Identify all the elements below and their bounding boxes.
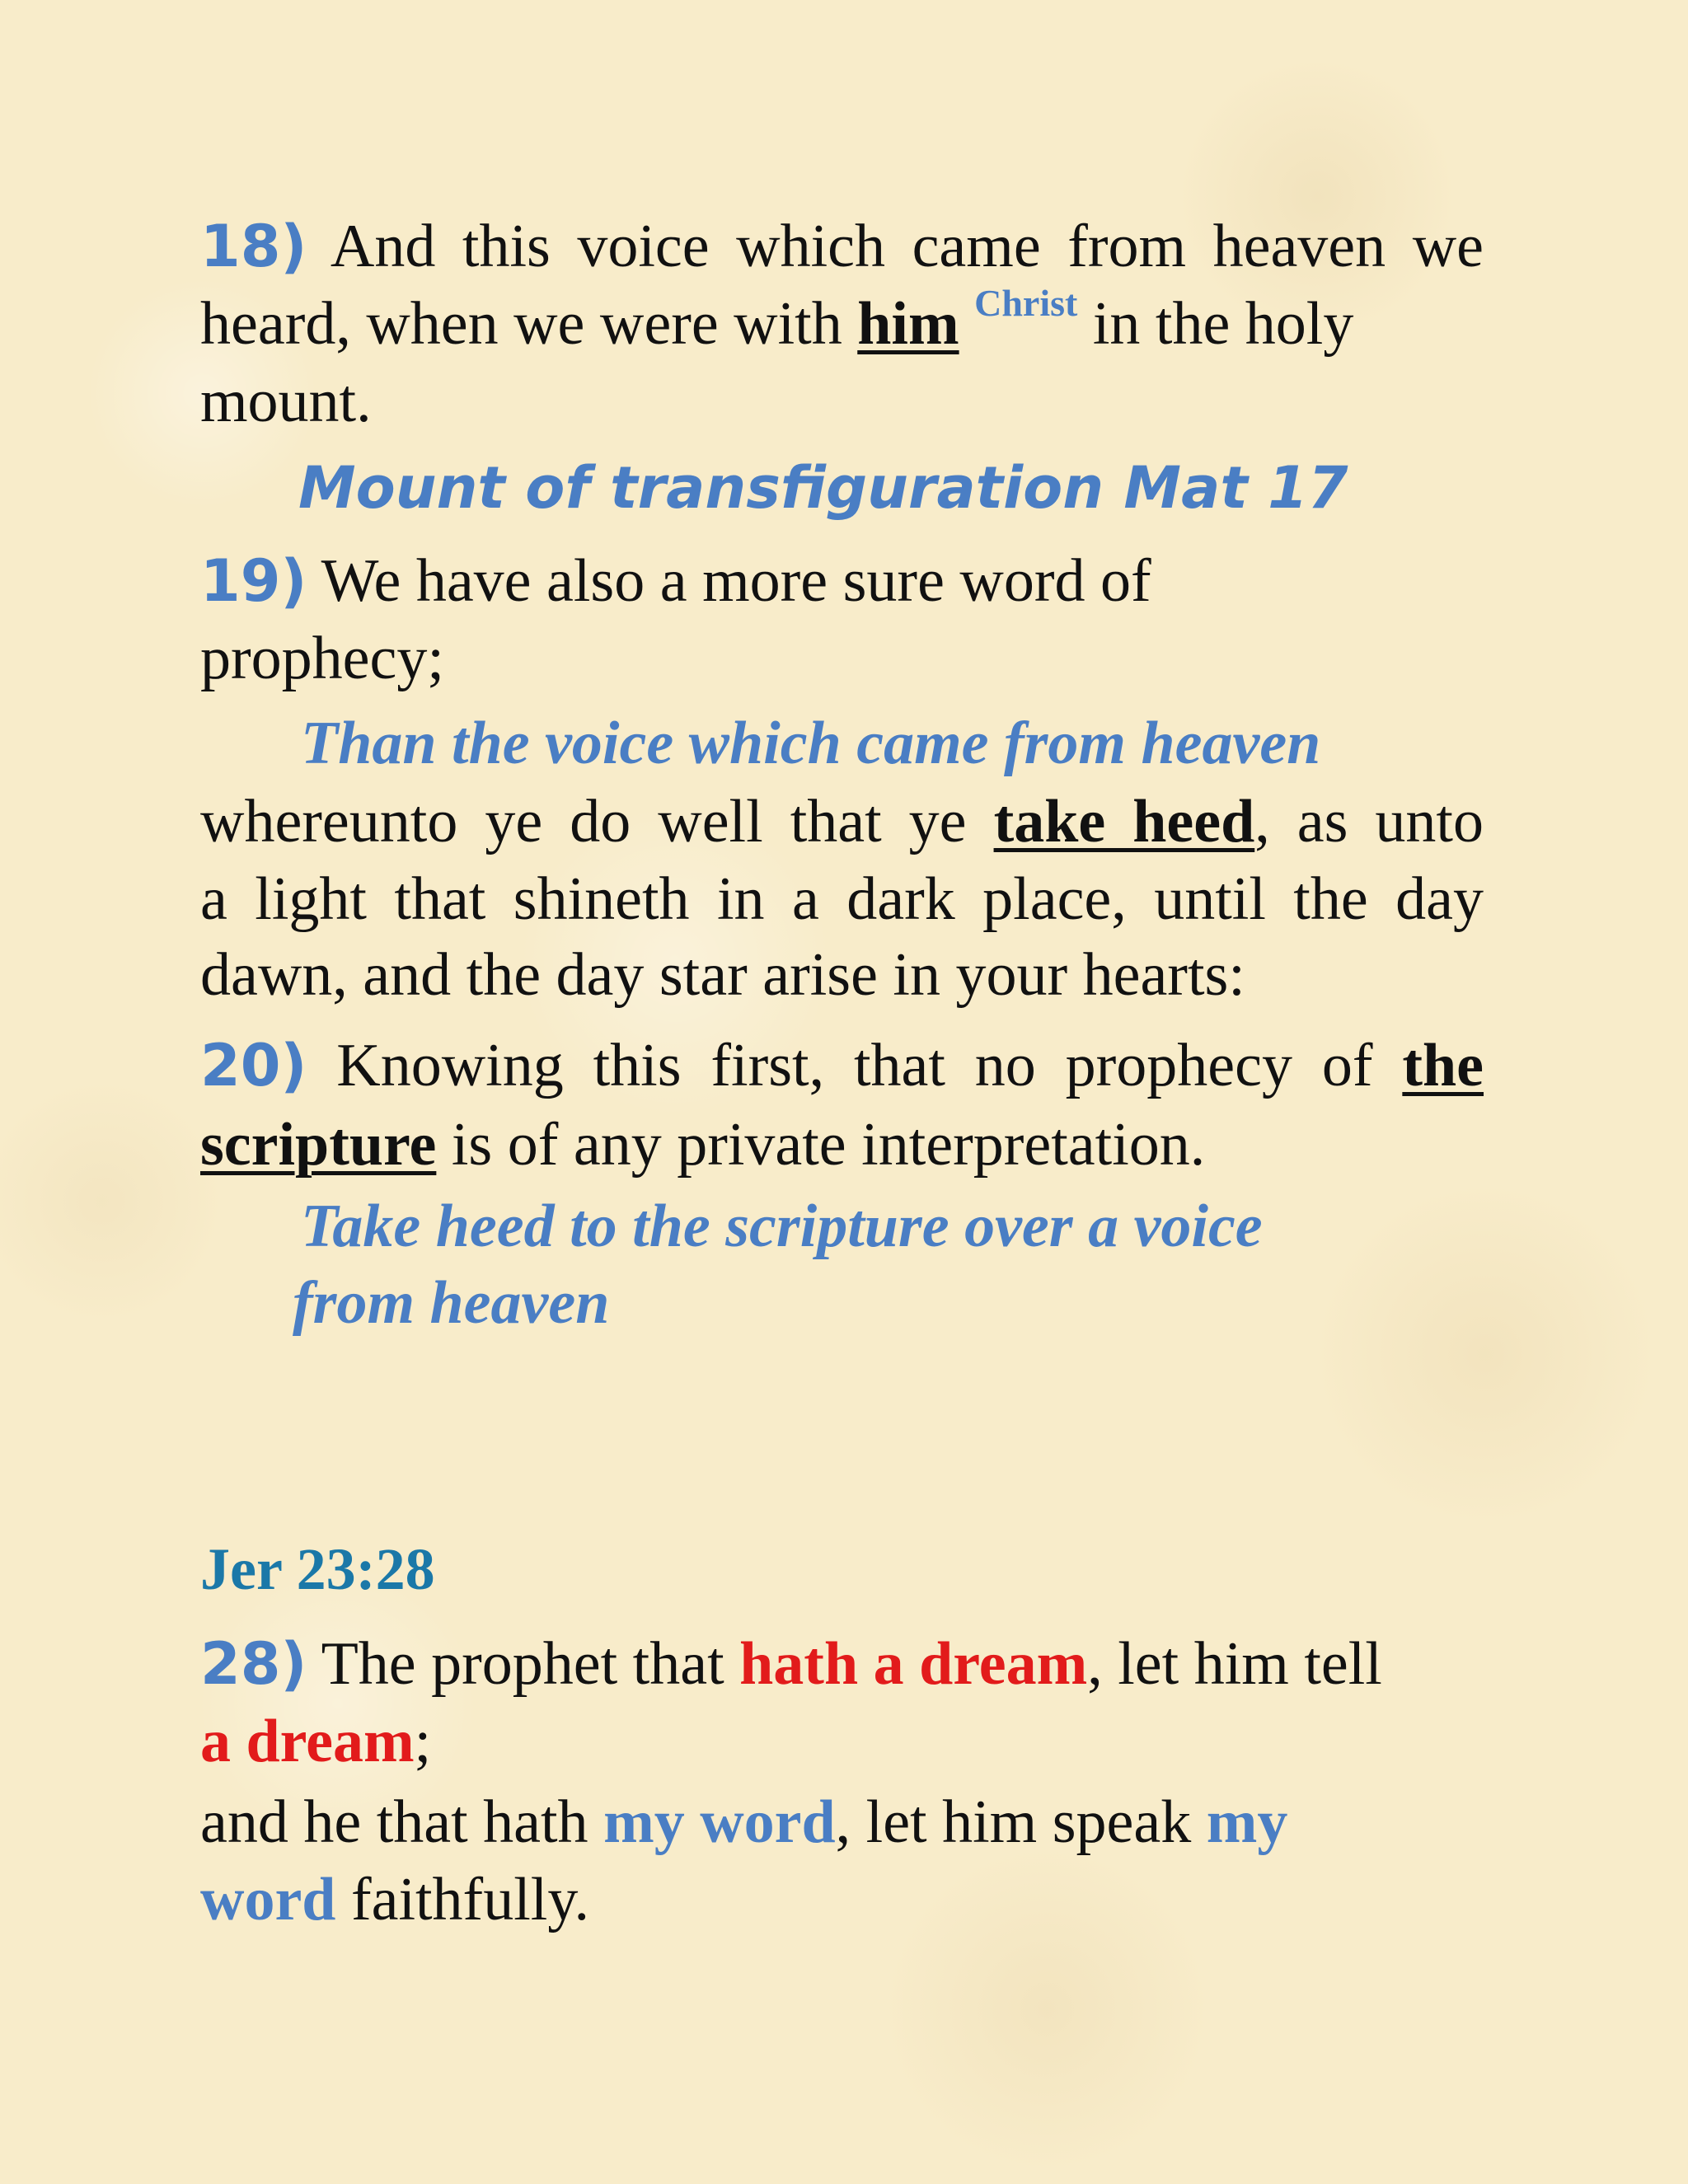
- verse-text: The prophet that: [321, 1630, 740, 1698]
- verse-text: is of any private interpretation.: [436, 1111, 1206, 1179]
- verse-18-line-3: [200, 368, 372, 435]
- verse-19-line-5: [200, 941, 1245, 1009]
- highlight-blue: my: [1206, 1788, 1288, 1856]
- emphasized-word: him: [857, 290, 959, 358]
- verse-18-line-1: [200, 213, 1484, 280]
- verse-28-line-3: [200, 1788, 1288, 1856]
- verse-19-line-1: [200, 547, 1151, 615]
- highlight-red: hath a dream: [739, 1630, 1088, 1698]
- verse-number: 28): [200, 1630, 307, 1698]
- emphasized-word: the: [1402, 1032, 1484, 1099]
- commentary-note: Than the voice which came from heaven: [301, 710, 1321, 777]
- verse-text: We have also a more sure word of: [321, 547, 1151, 615]
- verse-text: , as unto: [1254, 788, 1484, 855]
- verse-number: 20): [200, 1032, 307, 1099]
- highlight-blue: my word: [603, 1788, 836, 1856]
- verse-18-line-2: [200, 282, 1354, 358]
- highlight-blue: word: [200, 1866, 336, 1933]
- verse-text: whereunto ye do well that ye: [200, 788, 994, 855]
- verse-text: dawn, and the day star arise in your hearts:: [200, 941, 1245, 1009]
- verse-28-line-4: [200, 1866, 590, 1933]
- emphasized-word: scripture: [200, 1111, 437, 1179]
- verse-number: 19): [200, 547, 307, 615]
- verse-text: and he that hath: [200, 1788, 604, 1856]
- superscript-annotation: Christ: [974, 282, 1078, 324]
- section-heading: Mount of transfiguration Mat 17: [298, 454, 1348, 522]
- verse-28-line-1: [200, 1630, 1382, 1698]
- verse-text: And this voice which came from heaven we: [330, 213, 1484, 280]
- verse-19-line-2: [200, 625, 444, 692]
- verse-text: prophecy;: [200, 625, 444, 692]
- emphasized-word: take heed: [993, 788, 1255, 855]
- verse-text: faithfully.: [335, 1866, 590, 1933]
- scripture-reference: Jer 23:28: [200, 1536, 435, 1602]
- highlight-red: a dream: [200, 1708, 415, 1775]
- commentary-note-line-1: Take heed to the scripture over a voice: [301, 1193, 1263, 1260]
- verse-text: , let him tell: [1087, 1630, 1382, 1698]
- verse-text: , let him speak: [835, 1788, 1207, 1856]
- commentary-note-line-2: from heaven: [293, 1269, 610, 1337]
- verse-20-line-2: [200, 1111, 1206, 1179]
- verse-20-line-1: [200, 1032, 1484, 1099]
- verse-19-line-4: [200, 865, 1484, 933]
- verse-text: a light that shineth in a dark place, until the day: [200, 865, 1484, 933]
- verse-text: heard, when we were with: [200, 290, 858, 358]
- verse-text: mount.: [200, 368, 372, 435]
- verse-text: Knowing this first, that no prophecy of: [336, 1032, 1403, 1099]
- verse-number: 18): [200, 213, 307, 280]
- verse-28-line-2: [200, 1708, 432, 1775]
- verse-text: ;: [414, 1708, 432, 1775]
- verse-19-line-3: [200, 788, 1484, 855]
- verse-text: in the holy: [1077, 290, 1354, 358]
